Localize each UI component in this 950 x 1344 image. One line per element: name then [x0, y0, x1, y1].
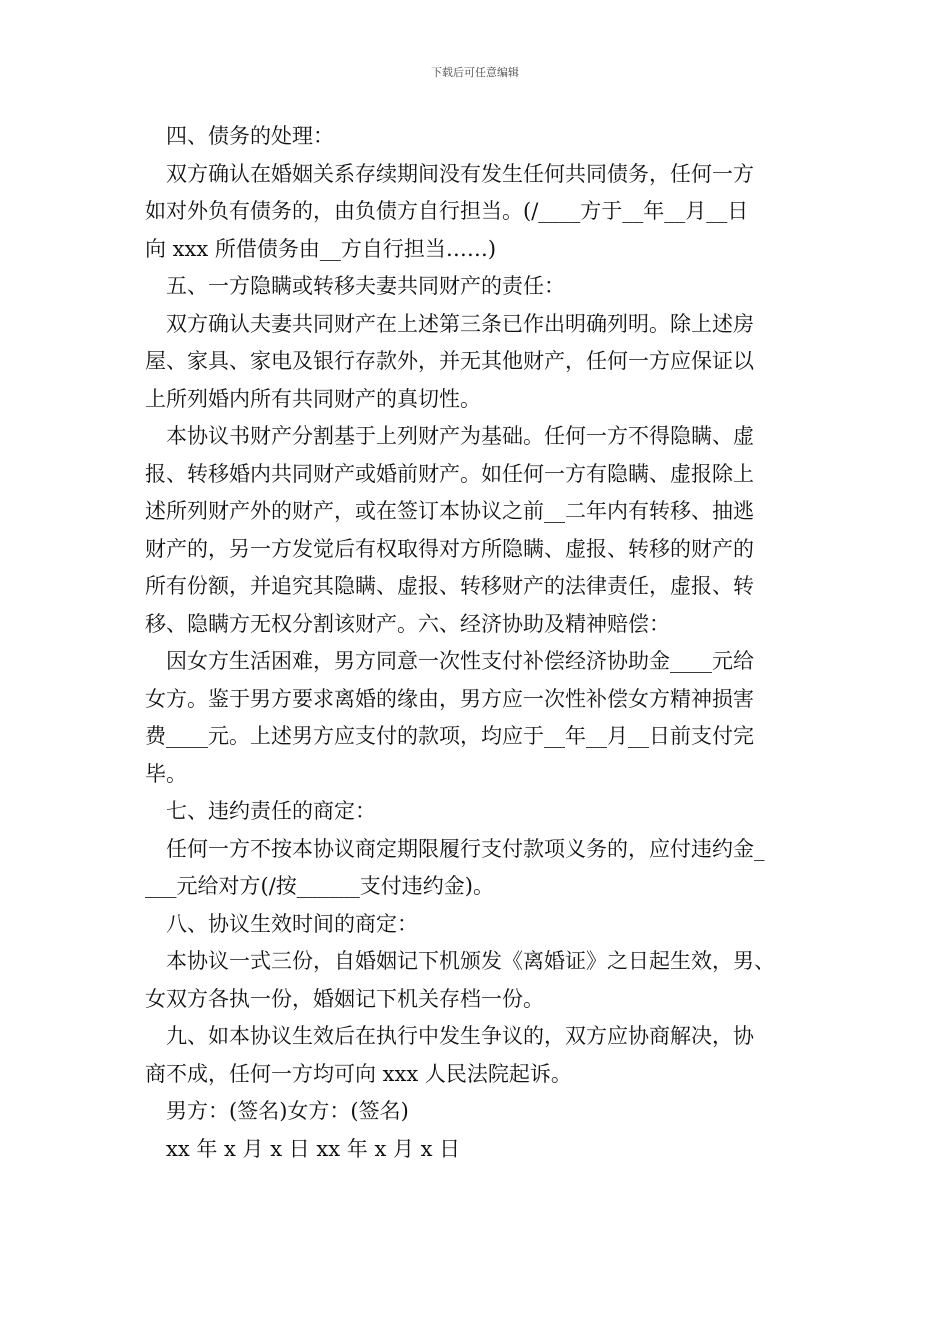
text-line: 任何一方不按本协议商定期限履行支付款项义务的，应付违约金_ — [166, 836, 765, 861]
document-body — [145, 118, 825, 1168]
text-line: 女双方各执一份，婚姻记下机关存档一份。 — [145, 986, 544, 1011]
text-line: 屋、家具、家电及银行存款外，并无其他财产，任何一方应保证以 — [145, 349, 754, 373]
text-line: 移、隐瞒方无权分割该财产。六、经济协助及精神赔偿： — [145, 611, 670, 636]
text-line: 费____元。上述男方应支付的款项，均应于__年__月__日前支付完 — [145, 724, 754, 748]
text-line: 双方确认在婚姻关系存续期间没有发生任何共同债务，任何一方 — [166, 161, 754, 186]
text-line: ___元给对方(/按______支付违约金)。 — [145, 874, 494, 898]
text-line: 所有份额，并追究其隐瞒、虚报、转移财产的法律责任，虚报、转 — [145, 574, 754, 598]
text-line: 毕。 — [145, 761, 187, 786]
text-line: 因女方生活困难，男方同意一次性支付补偿经济协助金____元给 — [166, 649, 754, 673]
text-line: 八、协议生效时间的商定： — [166, 911, 418, 936]
text-line: 男方：(签名)女方：(签名) — [166, 1099, 409, 1123]
text-line: 述所列财产外的财产，或在签订本协议之前__二年内有转移、抽逃 — [145, 499, 754, 523]
text-line: 双方确认夫妻共同财产在上述第三条已作出明确列明。除上述房 — [166, 311, 754, 336]
text-line: 财产的，另一方发觉后有权取得对方所隐瞒、虚报、转移的财产的 — [145, 536, 754, 561]
header-note: 下载后可任意编辑 — [431, 66, 519, 79]
text-line: 报、转移婚内共同财产或婚前财产。如任何一方有隐瞒、虚报除上 — [145, 461, 754, 486]
text-line: 七、违约责任的商定： — [166, 799, 376, 823]
text-line: xx 年 x 月 x 日 xx 年 x 月 x 日 — [166, 1136, 461, 1161]
text-line: 向 xxx 所借债务由__方自行担当……) — [145, 236, 497, 261]
text-line: 女方。鉴于男方要求离婚的缘由，男方应一次性补偿女方精神损害 — [145, 686, 754, 711]
text-line: 如对外负有债务的，由负债方自行担当。(/____方于__年__月__日 — [145, 199, 749, 223]
text-line: 九、如本协议生效后在执行中发生争议的，双方应协商解决，协 — [166, 1024, 754, 1048]
text-line: 上所列婚内所有共同财产的真切性。 — [145, 386, 481, 411]
text-line: 本协议一式三份，自婚姻记下机颁发《离婚证》之日起生效，男、 — [166, 949, 775, 973]
text-line: 五、一方隐瞒或转移夫妻共同财产的责任： — [166, 274, 565, 298]
text-line: 四、债务的处理： — [166, 124, 334, 148]
text-line: 本协议书财产分割基于上列财产为基础。任何一方不得隐瞒、虚 — [166, 424, 754, 448]
text-line: 商不成，任何一方均可向 xxx 人民法院起诉。 — [145, 1061, 572, 1086]
